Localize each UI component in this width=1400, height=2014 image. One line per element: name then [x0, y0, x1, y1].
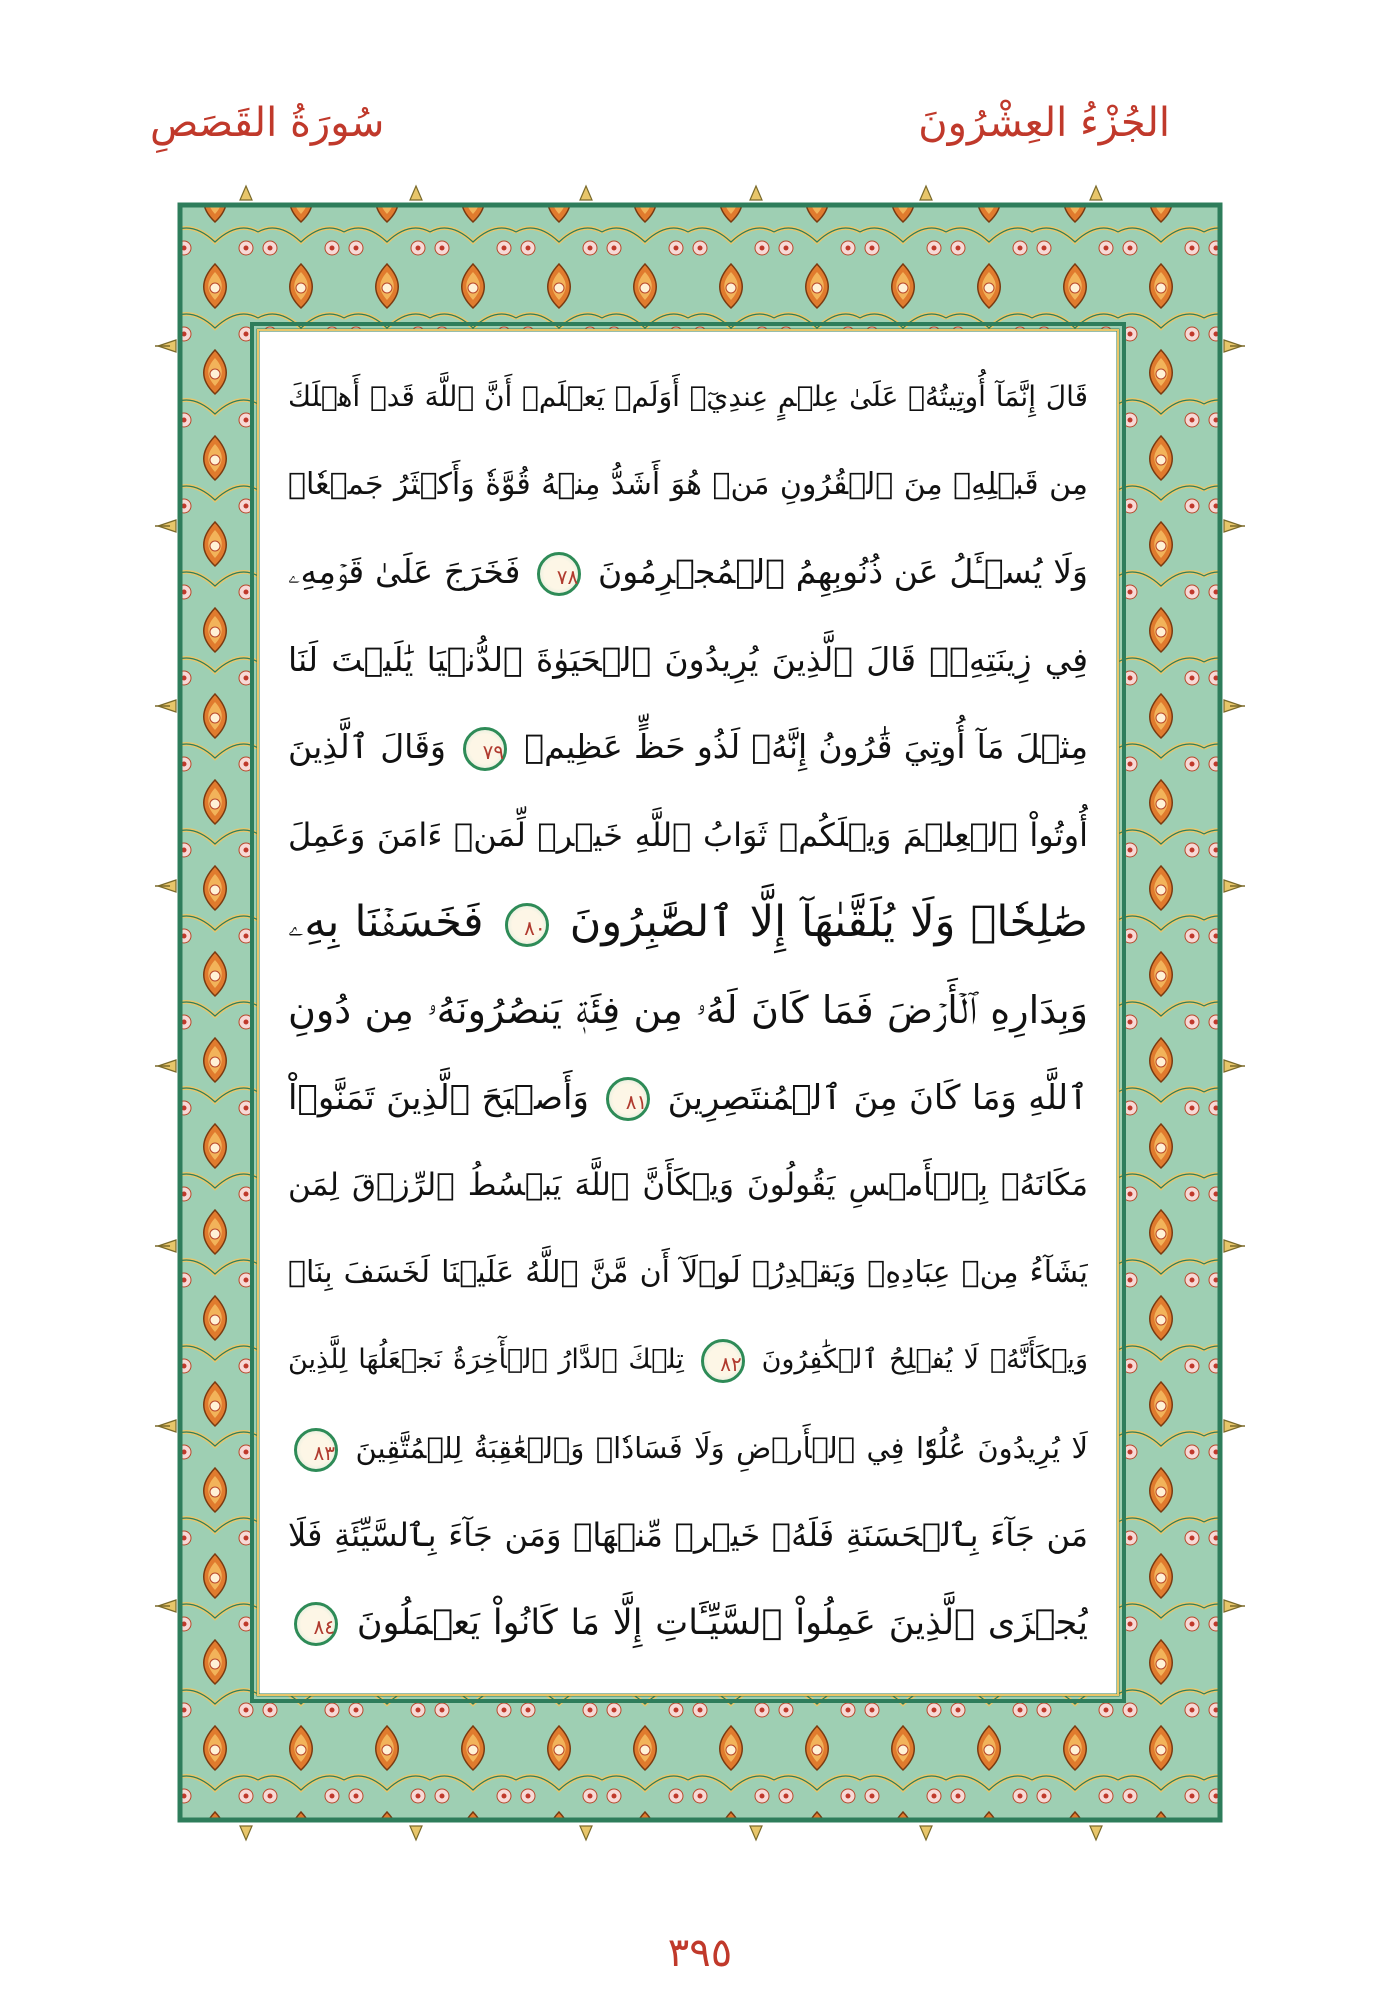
verse-line [288, 618, 1088, 702]
verse-line [288, 968, 1088, 1052]
verse-text: مَن جَآءَ بِٱلۡحَسَنَةِ فَلَهُۥ خَيۡرٞ مِّنۡهَاۖ وَمَن جَآءَ بِٱلسَّيِّئَةِ فَلَا [288, 1516, 1088, 1555]
verse-line [288, 793, 1088, 877]
verse-text-continued: وَقَالَ ٱلَّذِينَ [288, 727, 446, 767]
verse-text: صَٰلِحٗاۚ وَلَا يُلَقَّىٰهَآ إِلَّا ٱلصَّٰبِرُونَ [569, 897, 1088, 948]
verse-text: قَالَ إِنَّمَآ أُوتِيتُهُۥ عَلَىٰ عِلۡمٍ عِندِيٓۚ أَوَلَمۡ يَعۡلَمۡ أَنَّ ٱللَّهَ قَدۡ أَهۡلَكَ [288, 380, 1088, 413]
verse-text: مِثۡلَ مَآ أُوتِيَ قَٰرُونُ إِنَّهُۥ لَذُو حَظٍّ عَظِيمٖ [524, 727, 1088, 767]
verse-line [288, 530, 1088, 614]
verse-line [288, 1581, 1088, 1665]
verse-text-continued: تِلۡكَ ٱلدَّارُ ٱلۡأٓخِرَةُ نَجۡعَلُهَا لِلَّذِينَ [288, 1344, 684, 1376]
verse-text: وَيۡكَأَنَّهُۥ لَا يُفۡلِحُ ٱلۡكَٰفِرُونَ [761, 1344, 1088, 1376]
verse-text: ٱللَّهِ وَمَا كَانَ مِنَ ٱلۡمُنتَصِرِينَ [667, 1077, 1088, 1118]
verse-line [288, 705, 1088, 789]
ayah-number-marker: ٨١ [606, 1077, 650, 1121]
verse-text: مَكَانَهُۥ بِٱلۡأَمۡسِ يَقُولُونَ وَيۡكَأَنَّ ٱللَّهَ يَبۡسُطُ ٱلرِّزۡقَ لِمَن [288, 1167, 1088, 1204]
ayah-number-marker: ٨٤ [294, 1602, 338, 1646]
verse-text: لَا يُرِيدُونَ عُلُوّٗا فِي ٱلۡأَرۡضِ وَلَا فَسَادٗاۚ وَٱلۡعَٰقِبَةُ لِلۡمُتَّقِينَ [355, 1430, 1088, 1465]
verse-lines [262, 333, 1114, 1691]
verse-line [288, 1056, 1088, 1140]
verse-line [288, 1406, 1088, 1490]
verse-text: يُجۡزَى ٱلَّذِينَ عَمِلُواْ ٱلسَّيِّـَٔاتِ إِلَّا مَا كَانُواْ يَعۡمَلُونَ [356, 1602, 1088, 1643]
surah-title: سُورَةُ القَصَصِ [150, 100, 385, 146]
verse-line [288, 880, 1088, 964]
verse-line [288, 443, 1088, 527]
ayah-number-marker: ٧٨ [537, 552, 581, 596]
page-number: ٣٩٥ [667, 1930, 733, 1976]
verse-line [288, 1493, 1088, 1577]
verse-text-continued: فَخَرَجَ عَلَىٰ قَوۡمِهِۦ [288, 552, 521, 592]
ayah-number-marker: ٨٠ [505, 903, 549, 947]
verse-text: وَبِدَارِهِ ٱلۡأَرۡضَ فَمَا كَانَ لَهُۥ مِن فِئَةٖ يَنصُرُونَهُۥ مِن دُونِ [288, 987, 1088, 1032]
verse-line [288, 1318, 1088, 1402]
verse-text: مِن قَبۡلِهِۦ مِنَ ٱلۡقُرُونِ مَنۡ هُوَ أَشَدُّ مِنۡهُ قُوَّةٗ وَأَكۡثَرُ جَمۡعٗاۚ [288, 466, 1088, 502]
verse-text: وَلَا يُسۡـَٔلُ عَن ذُنُوبِهِمُ ٱلۡمُجۡرِمُونَ [597, 552, 1088, 592]
verse-text: فِي زِينَتِهِۦۖ قَالَ ٱلَّذِينَ يُرِيدُونَ ٱلۡحَيَوٰةَ ٱلدُّنۡيَا يَٰلَيۡتَ لَنَا [288, 639, 1088, 679]
verse-line [288, 1231, 1088, 1315]
verse-text-continued: فَخَسَفۡنَا بِهِۦ [288, 897, 484, 948]
ayah-number-marker: ٨٢ [701, 1339, 745, 1383]
juz-title: الجُزْءُ العِشْرُونَ [918, 100, 1170, 146]
ayah-number-marker: ٨٣ [294, 1428, 338, 1472]
verse-text: أُوتُواْ ٱلۡعِلۡمَ وَيۡلَكُمۡ ثَوَابُ ٱللَّهِ خَيۡرٞ لِّمَنۡ ءَامَنَ وَعَمِلَ [288, 815, 1088, 854]
verse-line [288, 355, 1088, 439]
verse-text-continued: وَأَصۡبَحَ ٱلَّذِينَ تَمَنَّوۡاْ [288, 1077, 589, 1118]
ayah-number-marker: ٧٩ [463, 727, 507, 771]
text-area [262, 333, 1114, 1691]
verse-line [288, 1143, 1088, 1227]
verse-text: يَشَآءُ مِنۡ عِبَادِهِۦ وَيَقۡدِرُۖ لَوۡلَآ أَن مَّنَّ ٱللَّهُ عَلَيۡنَا لَخَسَفَ بِنَاۖ [288, 1254, 1088, 1290]
